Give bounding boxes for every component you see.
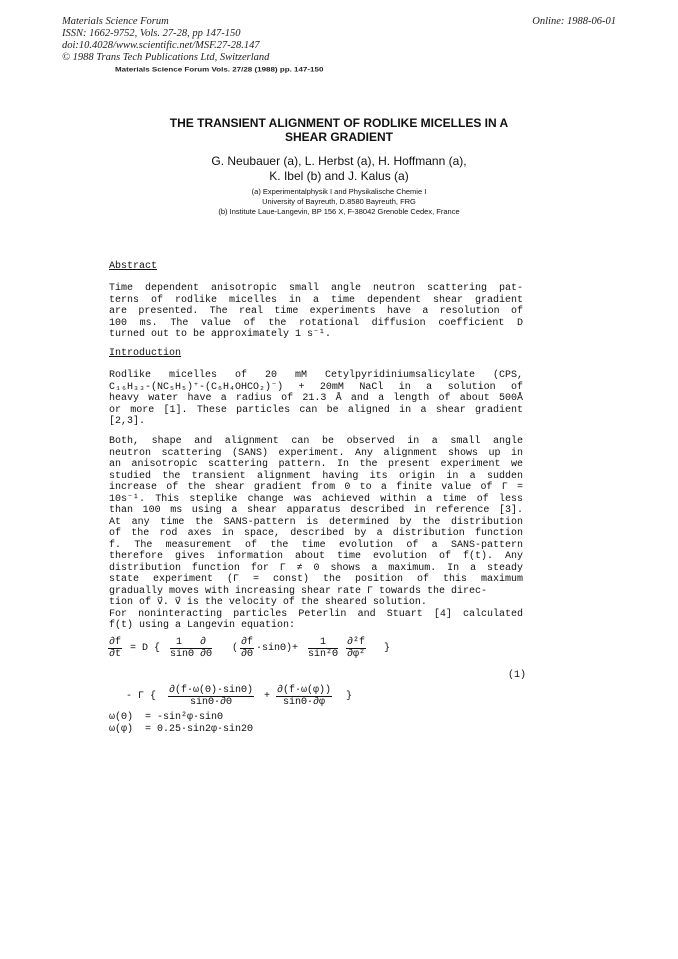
- text-line: f(t) using a Langevin equation:: [109, 620, 296, 631]
- text-line: Both, shape and alignment can be observed in a small angle: [109, 436, 523, 447]
- text-line: Rodlike micelles of 20 mM Cetylpyridiniumsalicylate (CPS,: [109, 370, 523, 381]
- fraction-1-over-sin2: [308, 637, 338, 660]
- times-sin: ·sinΘ)+: [256, 643, 299, 654]
- fraction-df-dt: [108, 637, 122, 660]
- denominator: sinΘ·∂φ: [283, 697, 326, 708]
- equation-number: (1): [508, 670, 527, 681]
- journal-doi: doi:10.4028/www.scientific.net/MSF.27-28.147: [62, 40, 260, 51]
- text-line: f. The measurement of the time evolution of a SANS-pattern: [109, 539, 523, 551]
- text-line: C₁₆H₃₃-(NC₅H₅)⁺-(C₆H₄OHCO₂)⁻) + 20mM NaCl in a solution of: [109, 381, 523, 393]
- close-brace-1: }: [384, 643, 391, 654]
- numerator: ∂(f·ω(φ)): [277, 685, 332, 696]
- fraction-omega-phi: [276, 685, 332, 708]
- close-brace-2: }: [346, 691, 353, 702]
- plus-sign: +: [264, 691, 271, 702]
- journal-citation: [62, 16, 269, 64]
- text-line: 100 ms. The value of the rotational diffusion coefficient D: [109, 317, 523, 329]
- fraction-omega-theta: [168, 685, 254, 708]
- affiliation-line: (a) Experimentalphysik I and Physikalische Chemie I: [251, 187, 427, 196]
- author-line: G. Neubauer (a), L. Herbst (a), H. Hoffmann (a),: [211, 154, 467, 168]
- text-line: studied the transient alignment having its origin in a sudden: [109, 470, 523, 482]
- text-line: For noninteracting particles Peterlin and Stuart [4] calculated: [109, 608, 523, 620]
- numerator: 1: [308, 637, 338, 649]
- omega-phi-def: ω(φ) = 0.25·sin2φ·sin2Θ: [109, 724, 254, 735]
- text-line: an anisotropic scattering pattern. In the present experiment we: [109, 459, 523, 470]
- journal-issn: ISSN: 1662-9752, Vols. 27-28, pp 147-150: [62, 28, 241, 39]
- denominator: ∂t: [109, 649, 122, 660]
- numerator: ∂(f·ω(Θ)·sinΘ): [169, 685, 254, 696]
- text-line: gradually moves with increasing shear rate Γ towards the direc-: [109, 585, 488, 597]
- introduction-paragraph-1: [109, 370, 523, 428]
- paper-title: [0, 116, 678, 144]
- numerator: ∂f: [109, 637, 122, 648]
- text-line: terns of rodlike micelles in a time dependent shear gradient: [109, 294, 523, 306]
- text-line: of the rod axes in space, described by a distribution function: [109, 528, 523, 539]
- abstract-paragraph: [109, 283, 523, 341]
- affiliations: [0, 187, 678, 217]
- numerator: 1 ∂: [170, 637, 212, 649]
- text-line: state experiment (Γ = const) the position of this maximum: [109, 574, 523, 585]
- text-line: increase of the shear gradient from 0 to a finite value of Γ =: [109, 482, 523, 493]
- numerator: ∂²f: [347, 637, 366, 648]
- numerator: ∂f: [241, 637, 254, 648]
- title-line: SHEAR GRADIENT: [284, 130, 393, 144]
- equals-D: = D {: [130, 643, 161, 654]
- fraction-1-over-sin: [170, 637, 212, 660]
- text-line: Time dependent anisotropic small angle neutron scattering pat-: [109, 283, 523, 294]
- text-line: 10s⁻¹. This steplike change was achieved within a time of less: [109, 493, 523, 505]
- running-header: Materials Science Forum Vols. 27/28 (1988) pp. 147-150: [115, 66, 324, 74]
- text-line: heavy water have a radius of 21.3 Å and a length of about 500Å: [109, 393, 523, 404]
- fraction-d2f-dphi2: [346, 637, 366, 660]
- omega-theta-def: ω(Θ) = -sin²φ·sinΘ: [109, 712, 224, 723]
- text-line: or more [1]. These particles can be aligned in a shear gradient: [109, 404, 523, 416]
- denominator: sin²Θ: [308, 649, 339, 660]
- text-line: therefore gives information about time evolution of f(t). Any: [109, 551, 523, 562]
- author-line: K. Ibel (b) and J. Kalus (a): [269, 169, 409, 183]
- affiliation-line: (b) Institute Laue-Langevin, BP 156 X, F-38042 Grenoble Cedex, France: [218, 207, 460, 216]
- text-line: than 100 ms using a shear apparatus described in reference [3].: [109, 505, 523, 516]
- open-paren: (: [232, 643, 239, 654]
- text-line: turned out to be approximately 1 s⁻¹.: [109, 329, 332, 340]
- text-line: tion of v⃗. v⃗ is the velocity of the sheared solution.: [109, 597, 427, 608]
- abstract-heading: Abstract: [109, 261, 158, 272]
- title-line: THE TRANSIENT ALIGNMENT OF RODLIKE MICELLES IN A: [169, 116, 509, 130]
- denominator: ∂φ²: [347, 649, 366, 660]
- affiliation-line: University of Bayreuth, D.8580 Bayreuth, FRG: [262, 197, 416, 206]
- denominator: sinΘ ∂Θ: [170, 649, 213, 660]
- journal-name: Materials Science Forum: [62, 16, 169, 27]
- text-line: At any time the SANS-pattern is determined by the distribution: [109, 516, 523, 528]
- text-line: [2,3].: [109, 416, 146, 427]
- text-line: neutron scattering (SANS) experiment. Any alignment shows up in: [109, 447, 523, 459]
- denominator: ∂Θ: [241, 649, 254, 660]
- authors: [0, 154, 678, 184]
- denominator: sinΘ·∂Θ: [190, 697, 233, 708]
- text-line: are presented. The real time experiments have a resolution of: [109, 306, 523, 317]
- minus-gamma: - Γ {: [126, 691, 157, 702]
- introduction-heading: Introduction: [109, 348, 182, 359]
- text-line: distribution function for Γ ≠ 0 shows a maximum. In a steady: [109, 562, 523, 574]
- online-date: Online: 1988-06-01: [532, 16, 616, 27]
- journal-copyright: © 1988 Trans Tech Publications Ltd, Switzerland: [62, 52, 270, 63]
- fraction-df-dtheta: [240, 637, 254, 660]
- introduction-paragraph-2: [109, 436, 523, 632]
